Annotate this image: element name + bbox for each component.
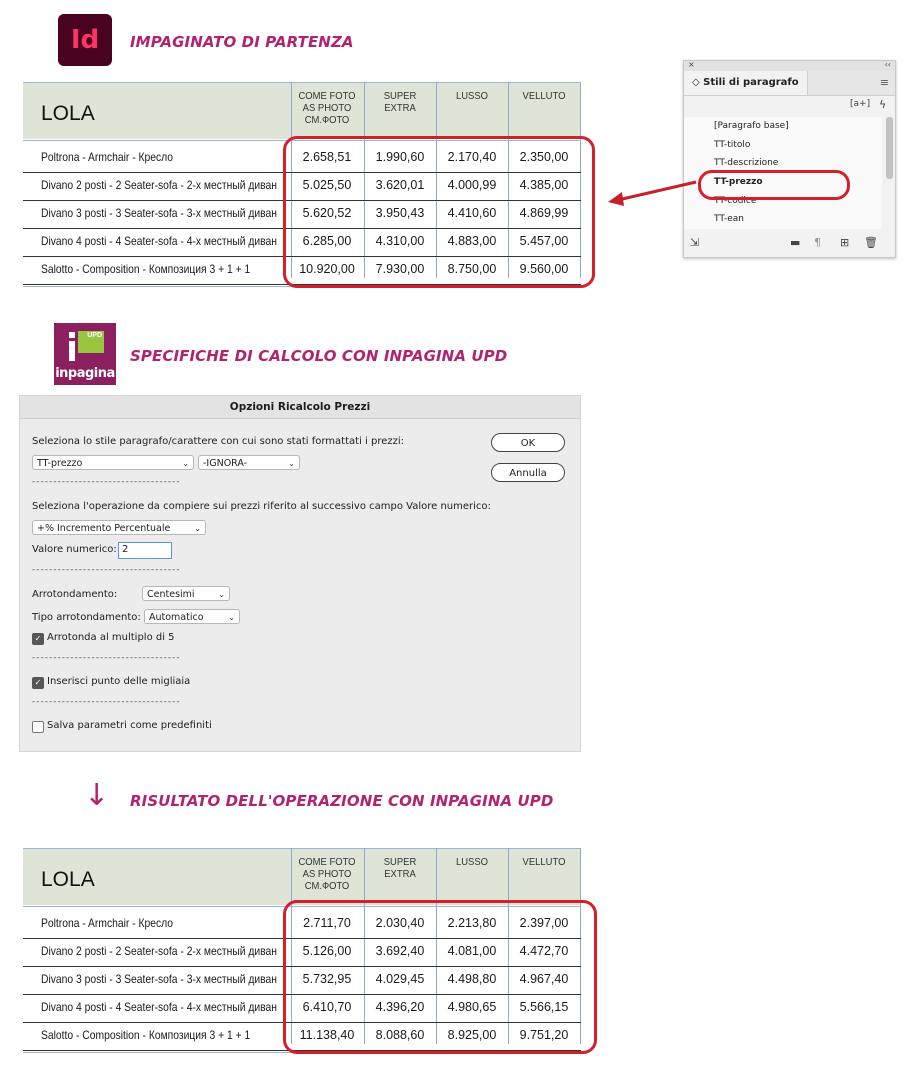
column-header: LUSSO — [455, 90, 489, 102]
price-cell: 9.751,20 — [519, 1028, 569, 1042]
product-name: LOLA — [41, 102, 95, 125]
separator: ----------------------------------- — [32, 477, 181, 487]
chevron-down-icon: ⌄ — [288, 459, 295, 468]
price-cell: 6.285,00 — [302, 234, 352, 248]
price-cell: 4.967,40 — [519, 972, 569, 986]
price-cell: 3.950,43 — [375, 206, 425, 220]
column-header: COME FOTO AS PHOTO СМ.ФОТО — [298, 90, 356, 126]
heading-spec: SPECIFICHE DI CALCOLO CON INPAGINA UPD — [130, 347, 508, 365]
price-cell: 5.126,00 — [302, 944, 352, 958]
ok-button[interactable]: OK — [491, 433, 565, 452]
style-item[interactable]: TT-ean — [714, 214, 745, 224]
column-header: SUPER EXTRA — [383, 90, 417, 114]
price-cell: 2.397,00 — [519, 916, 569, 930]
save-defaults-checkbox[interactable] — [32, 721, 44, 733]
heading-start: IMPAGINATO DI PARTENZA — [130, 33, 354, 51]
dialog-title: Opzioni Ricalcolo Prezzi — [20, 396, 580, 419]
panel-footer — [684, 233, 895, 257]
price-recalc-dialog — [19, 395, 581, 752]
price-cell: 5.457,00 — [519, 234, 569, 248]
column-header: COME FOTO AS PHOTO СМ.ФОТО — [298, 856, 356, 892]
price-cell: 4.498,80 — [447, 972, 497, 986]
panel-menu-icon[interactable]: ≡ — [879, 76, 889, 89]
style-item[interactable]: TT-titolo — [714, 140, 751, 150]
price-cell: 2.213,80 — [447, 916, 497, 930]
separator: ----------------------------------- — [32, 565, 181, 575]
price-cell: 2.658,51 — [302, 150, 352, 164]
price-cell: 11.138,40 — [299, 1028, 355, 1042]
arrow-down-icon: ↓ — [84, 778, 110, 813]
tab-paragraph-styles[interactable]: ◇ Stili di paragrafo — [684, 71, 808, 95]
price-cell: 4.410,60 — [447, 206, 497, 220]
row-label: Salotto - Composition - Композиция 3 + 1 + 1 — [41, 1028, 251, 1042]
row-label: Divano 4 posti - 4 Seater-sofa - 4-х местный диван — [41, 234, 277, 248]
price-cell: 4.980,65 — [447, 1000, 497, 1014]
price-cell: 7.930,00 — [375, 262, 425, 276]
panel-tab-row — [684, 71, 895, 96]
style-prompt: Seleziona lo stile paragrafo/carattere con cui sono stati formattati i prezzi: — [32, 436, 405, 447]
panel-scrollbar[interactable] — [886, 117, 893, 179]
panel-collapse-icon[interactable]: ‹‹ — [884, 60, 891, 69]
price-cell: 3.620,01 — [375, 178, 425, 192]
chevron-down-icon: ⌄ — [182, 459, 189, 468]
column-header: SUPER EXTRA — [383, 856, 417, 880]
load-styles-icon[interactable]: ⇲ — [690, 236, 700, 249]
prices-highlight-box — [283, 900, 597, 1054]
price-cell: 4.396,20 — [375, 1000, 425, 1014]
price-cell: 5.732,95 — [302, 972, 352, 986]
chevron-down-icon: ⌄ — [218, 590, 225, 599]
price-cell: 5.025,50 — [302, 178, 352, 192]
price-cell: 4.081,00 — [447, 944, 497, 958]
price-cell: 6.410,70 — [302, 1000, 352, 1014]
price-cell: 5.620,52 — [302, 206, 352, 220]
price-cell: 3.692,40 — [375, 944, 425, 958]
numeric-value-input[interactable]: 2 — [118, 542, 172, 559]
style-item[interactable]: [Paragrafo base] — [714, 121, 789, 131]
price-cell: 4.883,00 — [447, 234, 497, 248]
pointer-arrow-icon — [606, 178, 698, 208]
rounding-type-label: Tipo arrotondamento: — [32, 612, 141, 623]
price-cell: 4.310,00 — [375, 234, 425, 248]
row-label: Divano 2 posti - 2 Seater-sofa - 2-х местный диван — [41, 944, 277, 958]
row-label: Divano 3 posti - 3 Seater-sofa - 3-х местный диван — [41, 972, 277, 986]
price-cell: 2.030,40 — [375, 916, 425, 930]
rounding-type-select[interactable]: Automatico ⌄ — [144, 609, 240, 624]
price-cell: 4.029,45 — [375, 972, 425, 986]
paragraph-styles-panel — [683, 60, 896, 258]
thousands-label: Inserisci punto delle migliaia — [47, 676, 191, 687]
separator: ----------------------------------- — [32, 653, 181, 663]
chevron-down-icon: ⌄ — [194, 524, 201, 533]
price-cell: 10.920,00 — [299, 262, 355, 276]
round5-label: Arrotonda al multiplo di 5 — [47, 632, 175, 643]
row-label: Divano 4 posti - 4 Seater-sofa - 4-х местный диван — [41, 1000, 277, 1014]
inpagina-logo: UPD inpagina — [54, 323, 116, 385]
price-cell: 2.170,40 — [447, 150, 497, 164]
lightning-icon[interactable]: ϟ — [879, 98, 887, 111]
price-cell: 4.472,70 — [519, 944, 569, 958]
price-cell: 5.566,15 — [519, 1000, 569, 1014]
column-header: LUSSO — [455, 856, 489, 868]
paragraph-style-select[interactable]: TT-prezzo ⌄ — [32, 455, 194, 470]
price-cell: 4.385,00 — [519, 178, 569, 192]
trash-icon[interactable]: 🗑 — [864, 236, 878, 249]
price-cell: 4.000,99 — [447, 178, 497, 192]
style-item[interactable]: TT-descrizione — [714, 158, 779, 168]
indesign-logo: Id — [58, 14, 112, 66]
price-cell: 9.560,00 — [519, 262, 569, 276]
row-label: Divano 2 posti - 2 Seater-sofa - 2-х местный диван — [41, 178, 277, 192]
heading-result: RISULTATO DELL'OPERAZIONE CON INPAGINA UPD — [130, 792, 554, 810]
style-item-selected[interactable]: TT-prezzo — [714, 177, 763, 187]
operation-prompt: Seleziona l'operazione da compiere sui prezzi riferito al successivo campo Valore numerico: — [32, 501, 491, 512]
panel-titlebar — [684, 61, 895, 71]
rounding-select[interactable]: Centesimi ⌄ — [142, 586, 230, 601]
price-cell: 4.869,99 — [519, 206, 569, 220]
char-style-select[interactable]: -IGNORA- ⌄ — [198, 455, 300, 470]
thousands-checkbox[interactable]: ✓ — [32, 677, 44, 689]
price-cell: 8.925,00 — [447, 1028, 497, 1042]
price-cell: 2.711,70 — [303, 916, 351, 930]
new-style-icon[interactable]: ⊞ — [840, 236, 850, 249]
chevron-down-icon: ⌄ — [228, 613, 235, 622]
price-cell: 8.088,60 — [375, 1028, 425, 1042]
row-label: Poltrona - Armchair - Кресло — [41, 150, 174, 164]
panel-close-icon[interactable]: × — [688, 60, 695, 69]
numeric-label: Valore numerico: — [32, 544, 117, 555]
price-cell: 8.750,00 — [447, 262, 497, 276]
price-cell: 2.350,00 — [519, 150, 569, 164]
separator: ----------------------------------- — [32, 697, 181, 707]
row-label: Divano 3 posti - 3 Seater-sofa - 3-х местный диван — [41, 206, 277, 220]
product-name: LOLA — [41, 868, 95, 891]
selected-style-highlight — [698, 170, 850, 200]
round5-checkbox[interactable]: ✓ — [32, 633, 44, 645]
column-header: VELLUTO — [522, 90, 566, 102]
folder-icon[interactable]: ▬ — [790, 236, 801, 249]
rounding-label: Arrotondamento: — [32, 589, 118, 600]
cancel-button[interactable]: Annulla — [491, 463, 565, 482]
operation-select[interactable]: +% Incremento Percentuale ⌄ — [32, 520, 206, 535]
clear-overrides-icon[interactable]: ¶ — [814, 236, 821, 249]
save-defaults-label: Salva parametri come predefiniti — [47, 720, 212, 731]
new-style-group-icon[interactable]: [a+] — [850, 99, 871, 109]
row-label: Poltrona - Armchair - Кресло — [41, 916, 174, 930]
row-label: Salotto - Composition - Композиция 3 + 1 + 1 — [41, 262, 251, 276]
prices-highlight-box — [283, 136, 595, 288]
style-item[interactable]: TT-codice — [714, 196, 757, 206]
column-header: VELLUTO — [522, 856, 566, 868]
price-cell: 1.990,60 — [375, 150, 425, 164]
